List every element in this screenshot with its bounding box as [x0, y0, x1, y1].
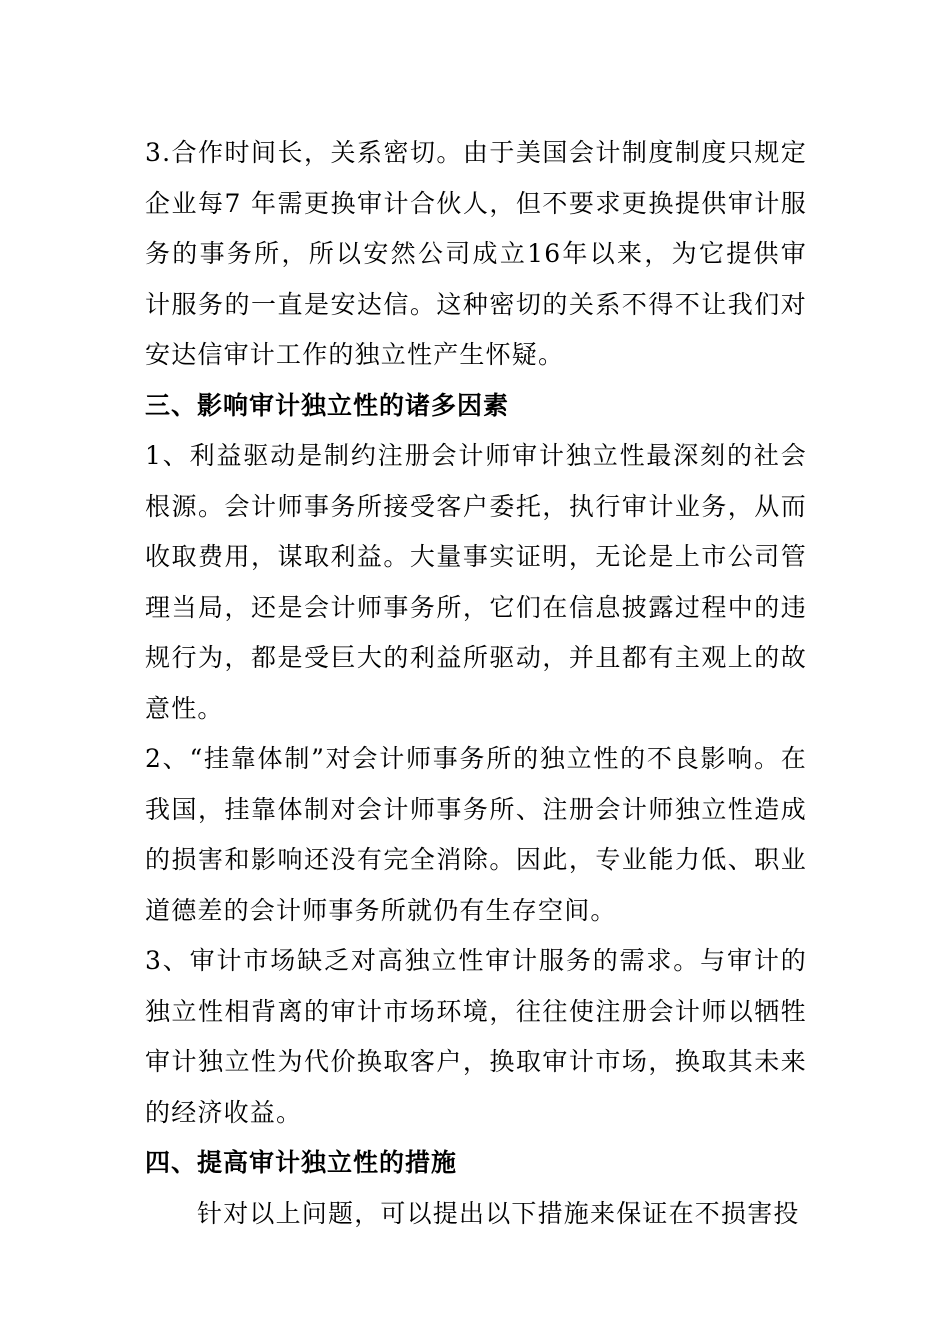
document-body — [145, 128, 807, 1239]
paragraph-measures-intro: 针对以上问题，可以提出以下措施来保证在不损害投 — [197, 1198, 800, 1228]
paragraph-market-demand: 3、审计市场缺乏对高独立性审计服务的需求。与审计的独立性相背离的审计市场环境，往往使注册会计师以牺牲审计独立性为代价换取客户，换取审计市场，换取其未来的经济收益。 — [145, 946, 807, 1127]
section-heading-factors: 三、影响审计独立性的诸多因素 — [145, 390, 510, 420]
section-heading-measures: 四、提高审计独立性的措施 — [145, 1148, 458, 1177]
paragraph-cooperation-time: 3.合作时间长，关系密切。由于美国会计制度制度只规定企业每7 年需更换审计合伙人，但不要求更换提供审计服务的事务所，所以安然公司成立16年以来，为它提供审计服务的一直是安达信。这种密切的关系不得不让我们对安达信审计工作的独立性产生怀疑。 — [145, 138, 807, 369]
paragraph-affiliation-system: 2、“挂靠体制”对会计师事务所的独立性的不良影响。在我国，挂靠体制对会计师事务所、注册会计师独立性造成的损害和影响还没有完全消除。因此，专业能力低、职业道德差的会计师事务所就仍有生存空间。 — [145, 744, 807, 925]
paragraph-interest-drive: 1、利益驱动是制约注册会计师审计独立性最深刻的社会根源。会计师事务所接受客户委托，执行审计业务，从而收取费用，谋取利益。大量事实证明，无论是上市公司管理当局，还是会计师事务所，它们在信息披露过程中的违规行为，都是受巨大的利益所驱动，并且都有主观上的故意性。 — [145, 441, 807, 723]
